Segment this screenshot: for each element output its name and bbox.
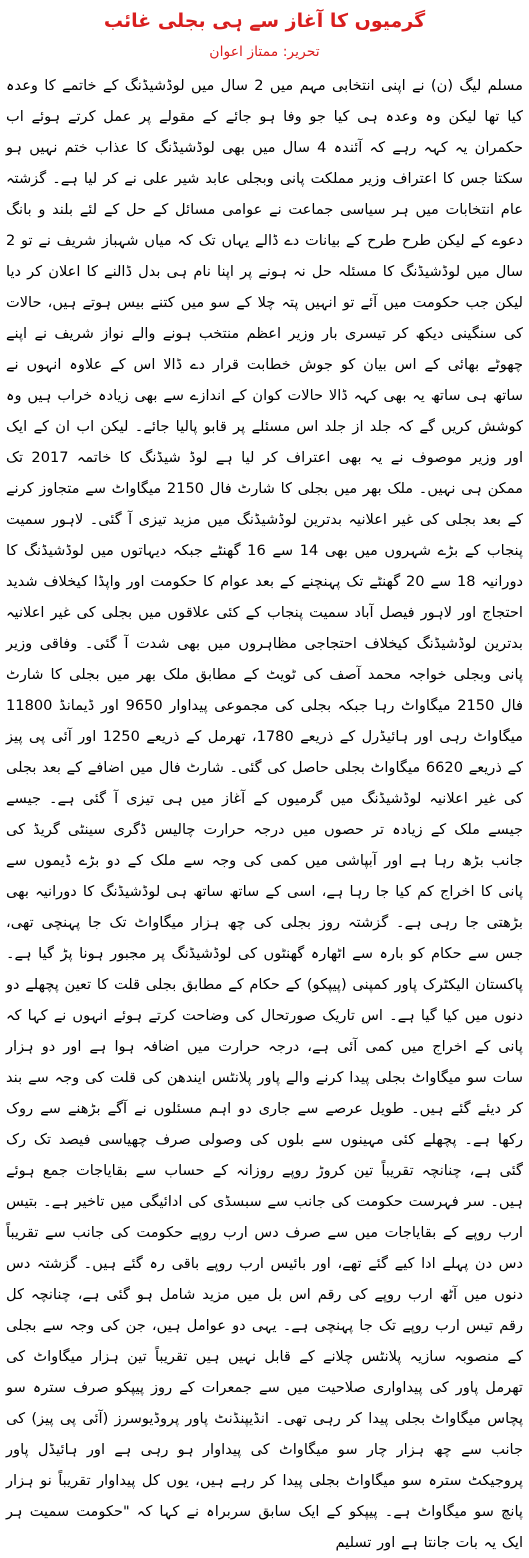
article-body: مسلم لیگ (ن) نے اپنی انتخابی مہم میں 2 سال میں لوڈشیڈنگ کے خاتمے کا وعدہ کیا تھا لیکن وہ وعدہ ہی کیا جو وفا ہو جائے کے مقولے پر عمل کرتے ہوئے اب حکمران یہ کہہ رہے کہ آئندہ 4 سال میں بھی لوڈشیڈنگ کا عذاب ختم نہیں ہو سکتا جس کا اعتراف وزیر مملکت پانی وبجلی عابد شیر علی نے کر لیا ہے۔ گزشتہ عام انتخابات میں ہر سیاسی جماعت نے عوامی مسائل کے حل کے لئے بلند و بانگ دعوے کے لیکن طرح طرح کے بیانات دے ڈالے یہاں تک کہ میاں شہباز شریف نے تو 2 سال میں لوڈشیڈنگ کا مسئلہ حل نہ ہونے پر اپنا نام ہی بدل ڈالنے کا اعلان کر دیا لیکن جب حکومت میں آئے تو انہیں پتہ چلا کے سو میں کتنے بیس ہوتے ہیں، حالات کی سنگینی دیکھ کر تیسری بار وزیر اعظم منتخب ہونے والے نواز شریف نے اپنے چھوٹے بھائی کے اس بیان کو جوش خطابت قرار دے ڈالا اس کے علاوہ انہوں نے ساتھ ہی ساتھ یہ بھی کہہ ڈالا حالات کوان کے اندازے سے بھی زیادہ خراب ہیں وہ کوشش کریں گے کہ جلد از جلد اس مسئلے پر قابو پالیا جائے۔ لیکن اب ان کے ایک اور وزیر موصوف نے یہ بھی اعتراف کر لیا ہے لوڈ شیڈنگ کا خاتمہ 2017 تک ممکن ہی نہیں۔ ملک بھر میں بجلی کا شارٹ فال 2150 میگاواٹ سے متجاوز کرنے کے بعد بجلی کی غیر اعلانیہ بدترین لوڈشیڈنگ میں مزید تیزی آ گئی۔ لاہور سمیت پنجاب کے بڑے شہروں میں بھی 14 سے 16 گھنٹے جبکہ دیہاتوں میں لوڈشیڈنگ کا دورانیہ 18 سے 20 گھنٹے تک پہنچنے کے بعد عوام کا حکومت اور واپڈا کیخلاف شدید احتجاج اور لاہور فیصل آباد سمیت پنجاب کے کئی علاقوں میں بجلی کی غیر اعلانیہ بدترین لوڈشیڈنگ کیخلاف احتجاجی مظاہروں میں بھی شدت آ گئی۔ وفاقی وزیر پانی وبجلی خواجہ محمد آصف کی ٹویٹ کے مطابق ملک بھر میں بجلی کا شارٹ فال 2150 میگاواٹ رہا جبکہ بجلی کی مجموعی پیداوار 9650 اور ڈیمانڈ 11800 میگاواٹ رہی اور ہائیڈرل کے ذریعے 1780، تھرمل کے ذریعے 1250 اور آئی پی پیز کے ذریعے 6620 میگاواٹ بجلی حاصل کی گئی۔ شارٹ فال میں اضافے کے بعد بجلی کی غیر اعلانیہ لوڈشیڈنگ میں گرمیوں کے آغاز میں ہی تیزی آ گئی ہے۔ جیسے جیسے ملک کے زیادہ تر حصوں میں درجہ حرارت چالیس ڈگری سینٹی گریڈ کی جانب بڑھ رہا ہے اور آبپاشی میں کمی کی وجہ سے ملک کے دو بڑے ڈیموں سے پانی کا اخراج کم کیا جا رہا ہے، اسی کے ساتھ ساتھ ہی لوڈشیڈنگ کا دورانیہ بھی بڑھتی جا رہی ہے۔ گزشتہ روز بجلی کی چھ ہزار میگاواٹ تک جا پہنچی تھی، جس سے حکام کو بارہ سے اٹھارہ گھنٹوں کی لوڈشیڈنگ پر مجبور ہونا پڑ گیا ہے۔ پاکستان الیکٹرک پاور کمپنی (پیپکو) کے حکام کے مطابق بجلی قلت کا تعین پچھلے دو دنوں میں کیا گیا ہے۔ اس تاریک صورتحال کی وضاحت کرتے ہوئے انہوں نے کہا کہ پانی کے اخراج میں کمی آئی ہے، درجہ حرارت میں اضافہ ہوا ہے اور دو ہزار سات سو میگاواٹ بجلی پیدا کرنے والے پاور پلانٹس ایندھن کی قلت کی وجہ سے بند کر دیئے گئے ہیں۔ طویل عرصے سے جاری دو اہم مسئلوں نے آگے بڑھنے سے روک رکھا ہے۔ پچھلے کئی مہینوں سے بلوں کی وصولی صرف چھیاسی فیصد تک رک گئی ہے، چنانچہ تقریباً تین کروڑ روپے روزانہ کے حساب سے بقایاجات جمع ہوئے ہیں۔ سر فہرست حکومت کی جانب سے سبسڈی کی ادائیگی میں تاخیر ہے۔ بتیس ارب روپے کے بقایاجات میں سے صرف دس ارب روپے حکومت کی جانب سے تقریباً دس دن پہلے ادا کیے گئے تھے، اور بائیس ارب روپے باقی رہ گئے ہیں۔ گزشتہ دس دنوں میں آٹھ ارب روپے کی رقم اس بل میں مزید شامل ہو گئی ہے، چنانچہ کل رقم تیس ارب روپے تک جا پہنچی ہے۔ یہی دو عوامل ہیں، جن کی وجہ سے بجلی کے منصوبہ سازیہ پلانٹس چلانے کے قابل نہیں ہیں تقریباً تین ہزار میگاواٹ کی تھرمل پاور کی پیداواری صلاحیت میں سے جمعرات کے روز پیپکو صرف سترہ سو پچاس میگاواٹ بجلی پیدا کر رہی تھی۔ انڈیپنڈنٹ پاور پروڈیوسرز (آئی پی پیز) کی جانب سے چھ ہزار چار سو میگاواٹ کی پیداوار ہو رہی ہے اور ہائیڈل پاور پروجیکٹ سترہ سو میگاواٹ بجلی پیدا کر رہے ہیں، یوں کل پیداوار تقریباً نو ہزار پانچ سو میگاواٹ ہے۔ پیپکو کے ایک سابق سربراہ نے کہا کہ "حکومت سمیت ہر ایک یہ بات جانتا ہے اور تسلیم (6, 77, 524, 1551)
article-headline: گرمیوں کا آغاز سے ہی بجلی غائب (103, 10, 426, 32)
article-byline: تحریر: ممتاز اعوان (209, 44, 320, 60)
